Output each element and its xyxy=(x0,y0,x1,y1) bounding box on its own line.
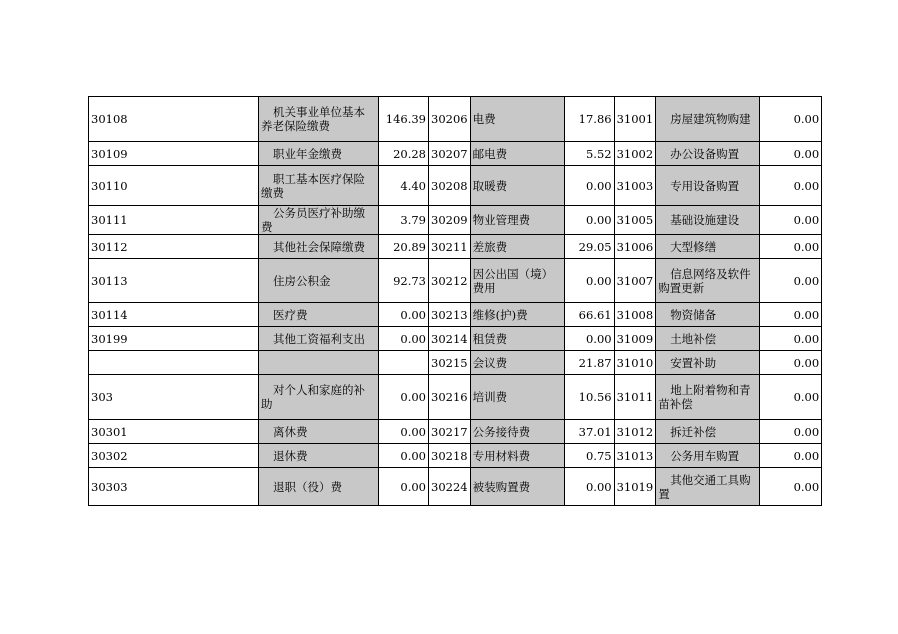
name-text: 医疗费 xyxy=(273,307,308,322)
cell-code xyxy=(89,420,259,444)
code-text: 31003 xyxy=(616,178,654,193)
cell-name xyxy=(470,351,564,375)
cell-amount xyxy=(564,375,614,420)
code-text: 30217 xyxy=(431,424,468,439)
cell-name xyxy=(259,97,379,142)
cell-name xyxy=(470,235,564,259)
cell-amount xyxy=(760,420,822,444)
name-text: 物资储备 xyxy=(670,307,717,322)
name-text: 职业年金缴费 xyxy=(273,146,342,161)
cell-name xyxy=(656,444,760,468)
code-text: 31009 xyxy=(616,331,654,346)
name-text: 办公设备购置 xyxy=(670,146,740,161)
cell-name xyxy=(470,327,564,351)
cell-code xyxy=(89,468,259,506)
cell-name xyxy=(259,303,379,327)
name-text: 专用材料费 xyxy=(472,448,531,463)
cell-name xyxy=(259,259,379,303)
amount-text: 146.39 xyxy=(385,112,426,126)
name-text: 培训费 xyxy=(472,390,508,404)
cell-amount xyxy=(379,259,429,303)
cell-amount xyxy=(564,351,614,375)
table-row xyxy=(89,375,822,420)
name-text: 电费 xyxy=(472,112,496,126)
amount-text: 0.75 xyxy=(585,448,612,463)
cell-name xyxy=(656,327,760,351)
code-text: 30212 xyxy=(431,273,468,288)
cell-code xyxy=(614,444,656,468)
cell-amount xyxy=(760,327,822,351)
amount-text: 4.40 xyxy=(400,178,426,193)
cell-code xyxy=(429,142,471,166)
cell-name xyxy=(656,206,760,235)
amount-text: 0.00 xyxy=(400,307,426,322)
table-row xyxy=(89,327,822,351)
amount-text: 0.00 xyxy=(793,146,820,161)
amount-text: 92.73 xyxy=(393,273,426,288)
cell-amount xyxy=(564,420,614,444)
cell-name xyxy=(259,235,379,259)
cell-amount xyxy=(564,327,614,351)
code-text: 30216 xyxy=(431,390,468,404)
cell-code xyxy=(614,351,656,375)
name-text: 地上附着物和青苗补偿 xyxy=(658,383,751,411)
code-text: 30108 xyxy=(91,112,128,126)
cell-code xyxy=(429,259,471,303)
table-row xyxy=(89,259,822,303)
cell-amount xyxy=(564,259,614,303)
amount-text: 0.00 xyxy=(793,213,820,227)
code-text: 30215 xyxy=(431,355,468,370)
cell-name xyxy=(259,166,379,206)
cell-amount xyxy=(379,303,429,327)
name-text: 房屋建筑物购建 xyxy=(670,112,751,126)
code-text: 31010 xyxy=(616,355,654,370)
budget-table xyxy=(88,96,822,506)
cell-name xyxy=(656,420,760,444)
cell-amount xyxy=(379,166,429,206)
name-text: 邮电费 xyxy=(472,146,508,161)
amount-text: 21.87 xyxy=(578,355,612,370)
table-row xyxy=(89,351,822,375)
amount-text: 0.00 xyxy=(793,112,820,126)
cell-code xyxy=(429,235,471,259)
name-text: 职工基本医疗保险缴费 xyxy=(261,171,365,200)
cell-code xyxy=(89,142,259,166)
cell-amount xyxy=(760,259,822,303)
cell-amount xyxy=(379,444,429,468)
name-text: 因公出国（境）费用 xyxy=(472,266,554,295)
code-text: 30218 xyxy=(431,448,468,463)
code-text: 30302 xyxy=(91,448,128,463)
cell-code xyxy=(89,166,259,206)
cell-name xyxy=(259,375,379,420)
cell-name xyxy=(470,444,564,468)
cell-code xyxy=(614,420,656,444)
cell-name xyxy=(656,97,760,142)
cell-code xyxy=(429,166,471,206)
amount-text: 10.56 xyxy=(578,390,612,404)
code-text: 30301 xyxy=(91,424,128,439)
amount-text: 0.00 xyxy=(793,331,820,346)
cell-amount xyxy=(760,97,822,142)
cell-code xyxy=(614,468,656,506)
amount-text: 0.00 xyxy=(585,331,612,346)
name-text: 对个人和家庭的补助 xyxy=(261,383,365,411)
amount-text: 0.00 xyxy=(400,331,426,346)
cell-amount xyxy=(564,444,614,468)
name-text: 差旅费 xyxy=(472,239,508,254)
code-text: 30213 xyxy=(431,307,468,322)
cell-amount xyxy=(564,97,614,142)
cell-name xyxy=(656,468,760,506)
code-text: 31005 xyxy=(616,213,654,227)
cell-code xyxy=(89,351,259,375)
amount-text: 17.86 xyxy=(578,112,612,126)
amount-text: 20.89 xyxy=(393,239,426,254)
amount-text: 0.00 xyxy=(793,178,820,193)
cell-amount xyxy=(760,166,822,206)
code-text: 30114 xyxy=(91,307,128,322)
code-text: 31012 xyxy=(616,424,654,439)
cell-code xyxy=(89,206,259,235)
cell-amount xyxy=(760,142,822,166)
cell-amount xyxy=(760,351,822,375)
amount-text: 0.00 xyxy=(400,424,426,439)
cell-name xyxy=(259,206,379,235)
cell-code xyxy=(89,375,259,420)
amount-text: 0.00 xyxy=(400,479,426,494)
name-text: 安置补助 xyxy=(670,355,717,370)
code-text: 31007 xyxy=(616,273,654,288)
cell-amount xyxy=(564,303,614,327)
cell-code xyxy=(89,303,259,327)
code-text: 303 xyxy=(91,390,113,404)
cell-name xyxy=(470,468,564,506)
cell-name xyxy=(259,468,379,506)
name-text: 取暖费 xyxy=(472,178,508,193)
cell-amount xyxy=(379,206,429,235)
code-text: 30208 xyxy=(431,178,468,193)
amount-text: 20.28 xyxy=(393,146,426,161)
table-row xyxy=(89,468,822,506)
cell-amount xyxy=(760,468,822,506)
cell-code xyxy=(614,303,656,327)
name-text: 公务接待费 xyxy=(472,424,531,439)
name-text: 其他社会保障缴费 xyxy=(273,239,365,254)
name-text: 大型修缮 xyxy=(670,239,717,254)
cell-name xyxy=(656,351,760,375)
cell-code xyxy=(614,235,656,259)
amount-text: 0.00 xyxy=(585,178,612,193)
table-row xyxy=(89,303,822,327)
cell-name xyxy=(470,142,564,166)
cell-name xyxy=(656,259,760,303)
cell-name xyxy=(470,206,564,235)
cell-code xyxy=(89,327,259,351)
code-text: 31011 xyxy=(616,390,654,404)
amount-text: 0.00 xyxy=(585,479,612,494)
table-body xyxy=(89,97,822,506)
cell-name xyxy=(656,235,760,259)
cell-amount xyxy=(760,375,822,420)
code-text: 30303 xyxy=(91,479,128,494)
amount-text: 5.52 xyxy=(585,146,612,161)
cell-code xyxy=(89,235,259,259)
name-text: 会议费 xyxy=(472,355,508,370)
cell-code xyxy=(614,327,656,351)
cell-name xyxy=(259,351,379,375)
amount-text: 0.00 xyxy=(793,390,820,404)
cell-amount xyxy=(564,468,614,506)
code-text: 30111 xyxy=(91,213,128,227)
cell-code xyxy=(614,259,656,303)
cell-amount xyxy=(760,444,822,468)
cell-code xyxy=(614,142,656,166)
table-row xyxy=(89,235,822,259)
cell-name xyxy=(259,327,379,351)
cell-code xyxy=(429,97,471,142)
cell-amount xyxy=(564,206,614,235)
table-row xyxy=(89,142,822,166)
name-text: 公务员医疗补助缴费 xyxy=(261,206,365,234)
code-text: 30211 xyxy=(431,239,468,254)
cell-code xyxy=(429,420,471,444)
code-text: 30206 xyxy=(431,112,468,126)
cell-amount xyxy=(379,235,429,259)
amount-text: 37.01 xyxy=(578,424,612,439)
cell-amount xyxy=(379,351,429,375)
name-text: 公务用车购置 xyxy=(670,448,740,463)
cell-name xyxy=(656,166,760,206)
amount-text: 0.00 xyxy=(793,307,820,322)
table-row xyxy=(89,97,822,142)
cell-amount xyxy=(564,235,614,259)
name-text: 租赁费 xyxy=(472,331,508,346)
code-text: 31013 xyxy=(616,448,654,463)
cell-amount xyxy=(379,327,429,351)
code-text: 30224 xyxy=(431,479,468,494)
name-text: 离休费 xyxy=(273,424,308,439)
cell-amount xyxy=(760,206,822,235)
table-row xyxy=(89,420,822,444)
name-text: 信息网络及软件购置更新 xyxy=(658,266,751,295)
name-text: 退职（役）费 xyxy=(273,479,342,494)
name-text: 拆迁补偿 xyxy=(670,424,717,439)
code-text: 31002 xyxy=(616,146,654,161)
cell-amount xyxy=(760,303,822,327)
cell-code xyxy=(89,97,259,142)
cell-code xyxy=(429,468,471,506)
amount-text: 0.00 xyxy=(793,479,820,494)
amount-text: 0.00 xyxy=(400,448,426,463)
cell-code xyxy=(429,351,471,375)
amount-text: 0.00 xyxy=(585,273,612,288)
cell-name xyxy=(656,142,760,166)
name-text: 被装购置费 xyxy=(472,479,531,494)
cell-code xyxy=(429,327,471,351)
cell-name xyxy=(470,420,564,444)
cell-name xyxy=(656,303,760,327)
cell-name xyxy=(470,259,564,303)
cell-amount xyxy=(379,142,429,166)
amount-text: 0.00 xyxy=(793,424,820,439)
cell-code xyxy=(614,166,656,206)
name-text: 物业管理费 xyxy=(472,213,531,227)
code-text: 30109 xyxy=(91,146,128,161)
code-text: 30207 xyxy=(431,146,468,161)
cell-name xyxy=(259,420,379,444)
name-text: 其他交通工具购置 xyxy=(658,472,751,501)
amount-text: 0.00 xyxy=(793,355,820,370)
cell-amount xyxy=(564,142,614,166)
code-text: 30214 xyxy=(431,331,468,346)
name-text: 基础设施建设 xyxy=(670,213,740,227)
cell-amount xyxy=(760,235,822,259)
cell-name xyxy=(470,375,564,420)
code-text: 31006 xyxy=(616,239,654,254)
amount-text: 66.61 xyxy=(578,307,612,322)
cell-amount xyxy=(564,166,614,206)
table-row xyxy=(89,444,822,468)
amount-text: 0.00 xyxy=(793,273,820,288)
table-row xyxy=(89,166,822,206)
code-text: 30209 xyxy=(431,213,468,227)
amount-text: 0.00 xyxy=(585,213,612,227)
cell-amount xyxy=(379,375,429,420)
name-text: 土地补偿 xyxy=(670,331,717,346)
name-text: 专用设备购置 xyxy=(670,178,740,193)
cell-name xyxy=(470,166,564,206)
amount-text: 3.79 xyxy=(400,213,426,227)
cell-code xyxy=(429,444,471,468)
cell-code xyxy=(429,206,471,235)
cell-name xyxy=(656,375,760,420)
cell-name xyxy=(470,97,564,142)
name-text: 机关事业单位基本养老保险缴费 xyxy=(261,105,365,133)
cell-name xyxy=(470,303,564,327)
cell-code xyxy=(614,375,656,420)
code-text: 31008 xyxy=(616,307,654,322)
cell-code xyxy=(429,303,471,327)
code-text: 30199 xyxy=(91,331,128,346)
cell-code xyxy=(614,97,656,142)
cell-code xyxy=(429,375,471,420)
code-text: 31019 xyxy=(616,479,654,494)
name-text: 维修(护)费 xyxy=(472,307,528,322)
code-text: 30110 xyxy=(91,178,128,193)
code-text: 31001 xyxy=(616,112,654,126)
cell-name xyxy=(259,142,379,166)
amount-text: 29.05 xyxy=(578,239,612,254)
name-text: 退休费 xyxy=(273,448,308,463)
name-text: 其他工资福利支出 xyxy=(273,331,365,346)
cell-amount xyxy=(379,420,429,444)
cell-code xyxy=(89,259,259,303)
code-text: 30112 xyxy=(91,239,128,254)
code-text: 30113 xyxy=(91,273,128,288)
cell-name xyxy=(259,444,379,468)
amount-text: 0.00 xyxy=(400,390,426,404)
cell-amount xyxy=(379,468,429,506)
cell-code xyxy=(89,444,259,468)
amount-text: 0.00 xyxy=(793,239,820,254)
amount-text: 0.00 xyxy=(793,448,820,463)
cell-code xyxy=(614,206,656,235)
name-text: 住房公积金 xyxy=(273,273,331,288)
cell-amount xyxy=(379,97,429,142)
table-row xyxy=(89,206,822,235)
